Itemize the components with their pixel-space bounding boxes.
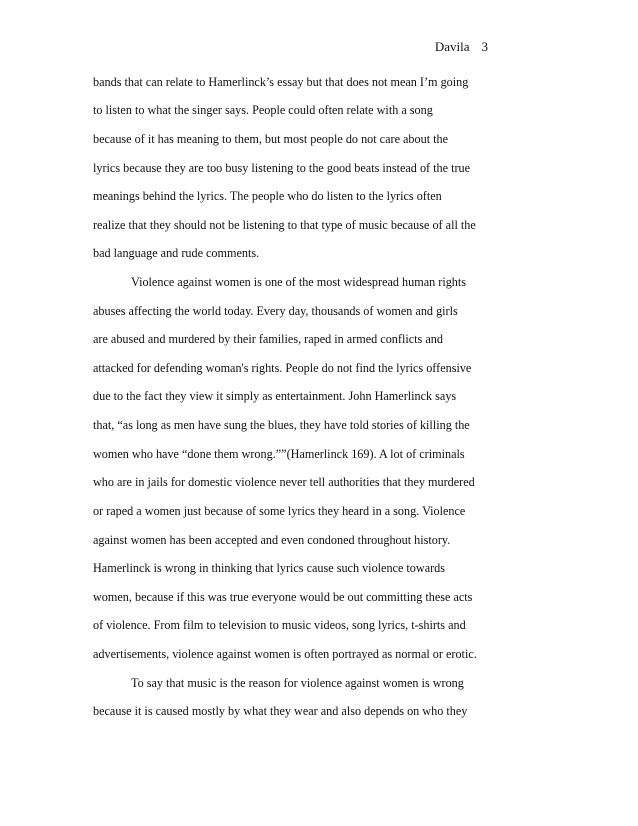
- paragraph-first-line: Violence against women is one of the most widespread human rights: [131, 275, 467, 289]
- body-line: bands that can relate to Hamerlinck’s essay but that does not mean I’m going: [93, 75, 469, 89]
- body-line: bad language and rude comments.: [93, 246, 260, 260]
- body-line: of violence. From film to television to music videos, song lyrics, t-shirts and: [93, 618, 466, 632]
- paragraph-first-line: To say that music is the reason for violence against women is wrong: [131, 676, 464, 690]
- body-line: to listen to what the singer says. People could often relate with a song: [93, 103, 433, 117]
- body-line: Hamerlinck is wrong in thinking that lyrics cause such violence towards: [93, 561, 445, 575]
- running-header: [435, 39, 488, 55]
- body-line: advertisements, violence against women is often portrayed as normal or erotic.: [93, 647, 477, 661]
- body-line: due to the fact they view it simply as entertainment. John Hamerlinck says: [93, 389, 457, 403]
- body-line: who are in jails for domestic violence never tell authorities that they murdered: [93, 475, 475, 489]
- body-line: women, because if this was true everyone would be out committing these acts: [93, 590, 473, 604]
- header-author: Davila: [434, 39, 470, 54]
- body-line: realize that they should not be listening to that type of music because of all the: [93, 218, 476, 232]
- page-number: 3: [481, 39, 488, 54]
- body-line: against women has been accepted and even condoned throughout history.: [93, 533, 451, 547]
- body-line: attacked for defending woman's rights. People do not find the lyrics offensive: [93, 361, 472, 375]
- body-line: because it is caused mostly by what they wear and also depends on who they: [93, 704, 468, 718]
- body-line: women who have “done them wrong.””(Hamerlinck 169). A lot of criminals: [93, 447, 465, 461]
- body-line: that, “as long as men have sung the blues, they have told stories of killing the: [93, 418, 470, 432]
- body-line: meanings behind the lyrics. The people who do listen to the lyrics often: [93, 189, 442, 203]
- body-line: lyrics because they are too busy listening to the good beats instead of the true: [93, 161, 471, 175]
- body-line: or raped a women just because of some lyrics they heard in a song. Violence: [93, 504, 466, 518]
- body-line: abuses affecting the world today. Every day, thousands of women and girls: [93, 304, 458, 318]
- body-line: because of it has meaning to them, but most people do not care about the: [93, 132, 449, 146]
- body-line: are abused and murdered by their families, raped in armed conflicts and: [93, 332, 443, 346]
